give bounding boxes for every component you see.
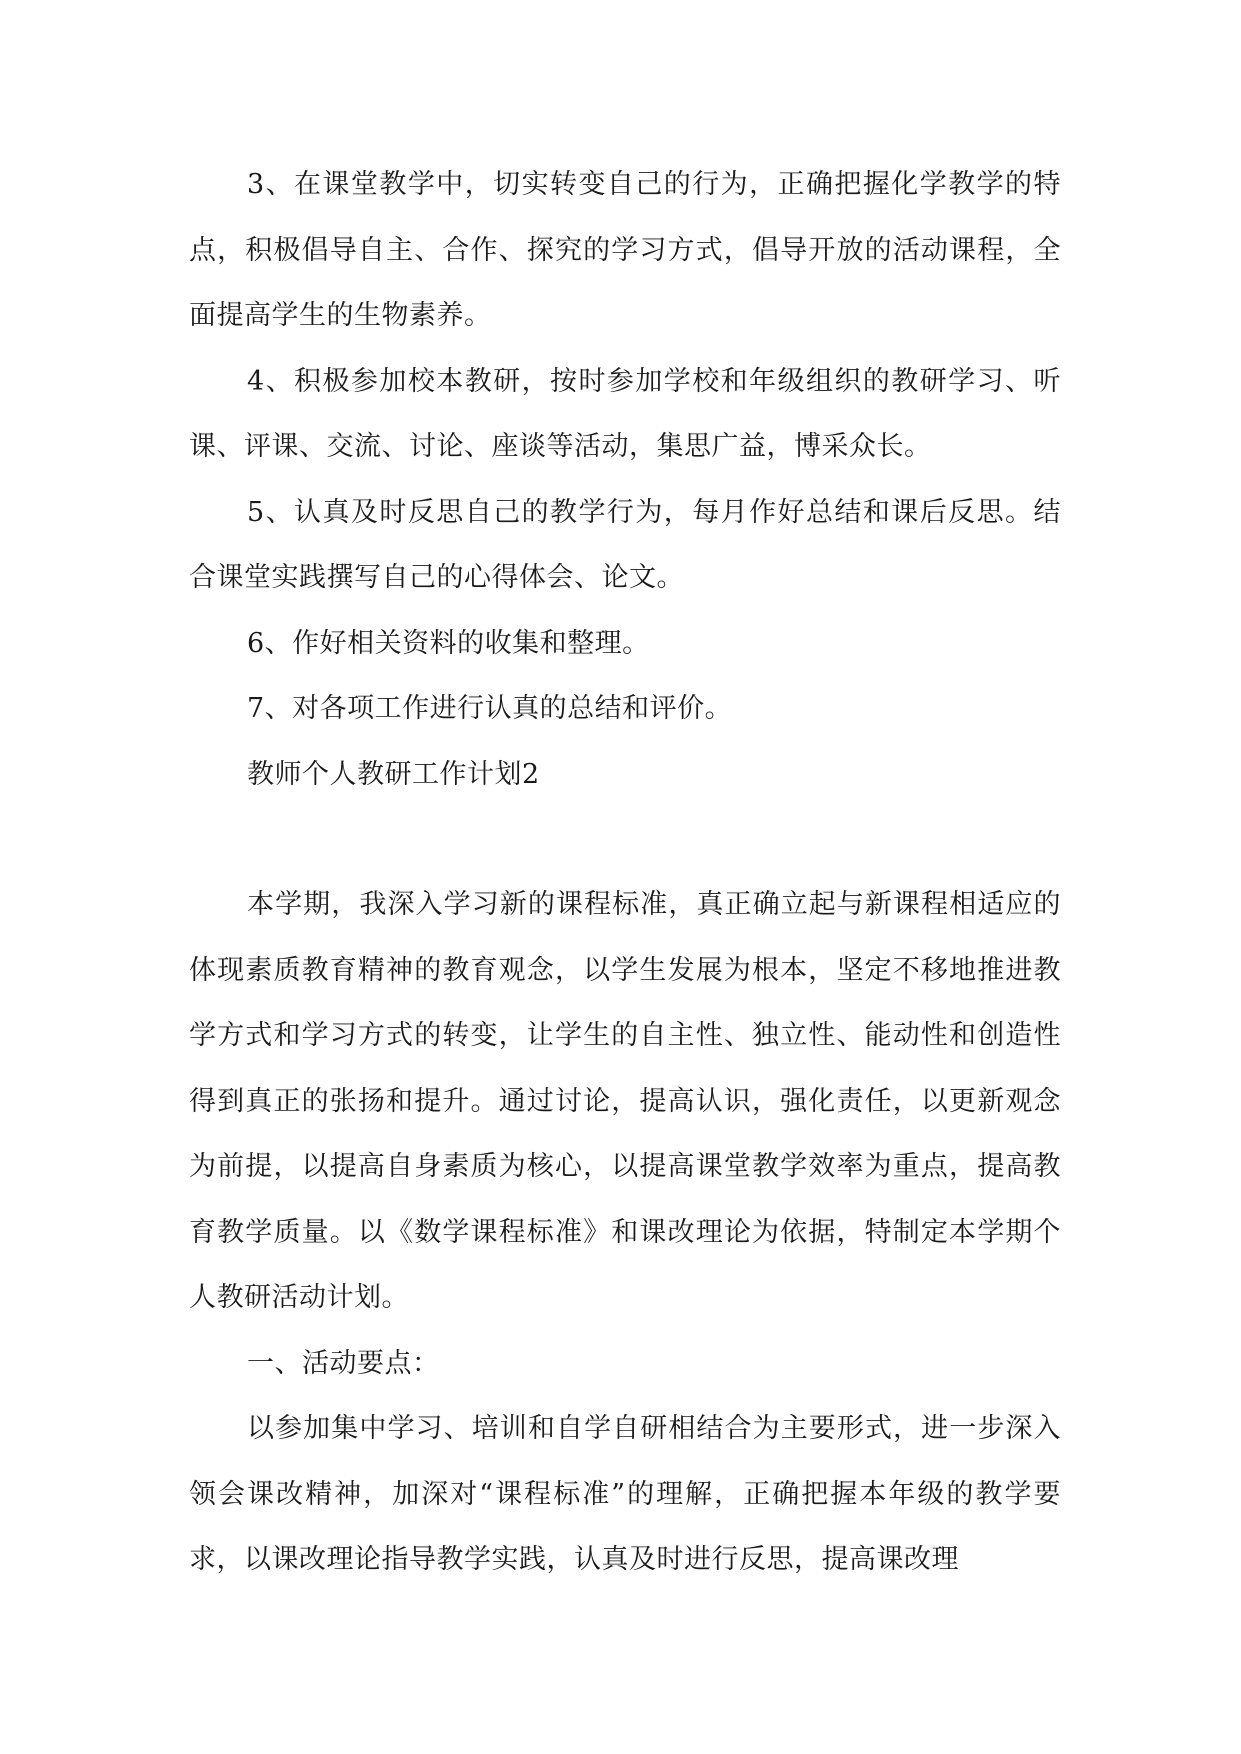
paragraph-item-4: 4、积极参加校本教研，按时参加学校和年级组织的教研学习、听课、评课、交流、讨论、座谈等活动，集思广益，博采众长。 — [189, 365, 1061, 462]
section-title: 教师个人教研工作计划2 — [247, 758, 540, 790]
paragraph-item-5: 5、认真及时反思自己的教学行为，每月作好总结和课后反思。结合课堂实践撰写自己的心得体会、论文。 — [189, 496, 1061, 593]
document-page — [189, 152, 1061, 1593]
blank-line — [189, 807, 1061, 872]
paragraph-item-3: 3、在课堂教学中，切实转变自己的行为，正确把握化学教学的特点，积极倡导自主、合作、探究的学习方式，倡导开放的活动课程，全面提高学生的生物素养。 — [189, 169, 1061, 331]
paragraph-item-7: 7、对各项工作进行认真的总结和评价。 — [247, 693, 733, 724]
activity-points-paragraph: 以参加集中学习、培训和自学自研相结合为主要形式，进一步深入领会课改精神，加深对“课程标准”的理解，正确把握本年级的教学要求，以课改理论指导教学实践，认真及时进行反思，提高课改理 — [189, 1413, 1061, 1575]
paragraph-item-6: 6、作好相关资料的收集和整理。 — [247, 627, 650, 659]
intro-paragraph: 本学期，我深入学习新的课程标准，真正确立起与新课程相适应的体现素质教育精神的教育观念，以学生发展为根本，坚定不移地推进教学方式和学习方式的转变，让学生的自主性、独立性、能动性和创造性得到真正的张扬和提升。通过讨论，提高认识，强化责任，以更新观念为前提，以提高自身素质为核心，以提高课堂教学效率为重点，提高教育教学质量。以《数学课程标准》和课改理论为依据，特制定本学期个人教研活动计划。 — [189, 889, 1061, 1313]
subheading-activity-points: 一、活动要点： — [247, 1347, 440, 1379]
